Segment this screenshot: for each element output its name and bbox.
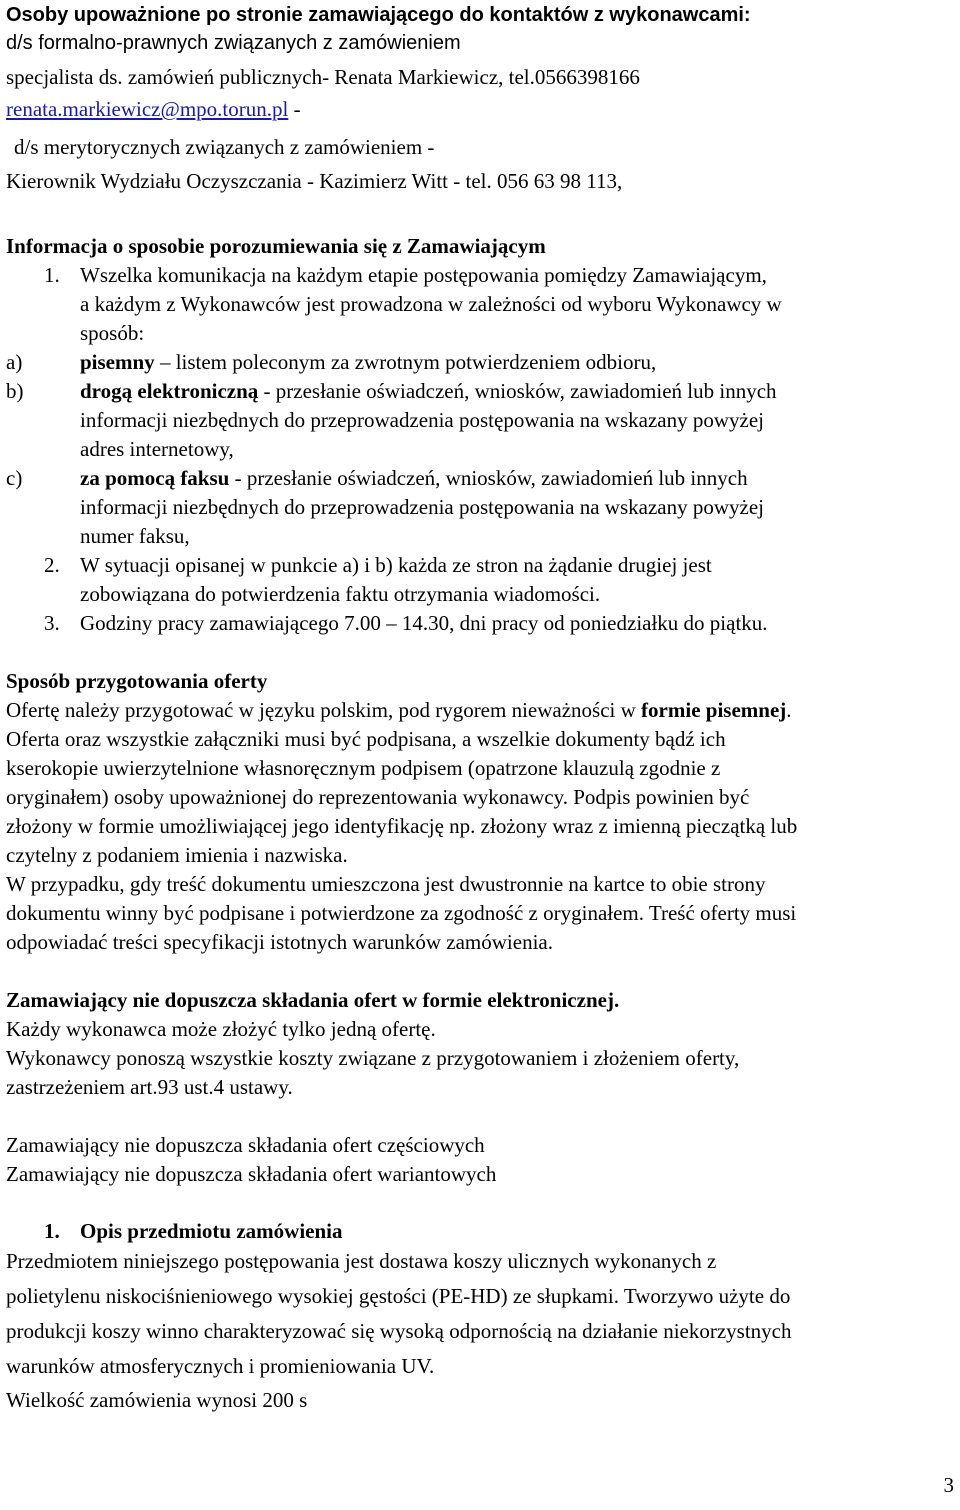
formal-line: d/s formalno-prawnych związanych z zamówieniem	[6, 32, 461, 54]
merit-line: d/s merytorycznych związanych z zamówieniem -	[14, 135, 435, 159]
item-c-line-2: informacji niezbędnych do przeprowadzenia postępowania na wskazany powyżej	[80, 495, 764, 519]
specialist-line: specjalista ds. zamówień publicznych- Renata Markiewicz, tel.0566398166	[6, 65, 640, 89]
offer-line-1	[6, 697, 792, 723]
item-c-label: c)	[6, 466, 23, 490]
item-c-rest: - przesłanie oświadczeń, wniosków, zawiadomień lub innych	[229, 466, 748, 490]
subject-heading: Opis przedmiotu zamówienia	[80, 1219, 343, 1243]
rules-line-3: zastrzeżeniem art.93 ust.4 ustawy.	[6, 1075, 293, 1099]
rules-line-1: Każdy wykonawca może złożyć tylko jedną ofertę.	[6, 1017, 436, 1041]
email-link[interactable]: renata.markiewicz@mpo.torun.pl	[6, 97, 289, 121]
rules-line-5: Zamawiający nie dopuszcza składania ofert wariantowych	[6, 1162, 497, 1186]
offer-line-4: oryginałem) osoby upoważnionej do reprezentowania wykonawcy. Podpis powinien być	[6, 785, 750, 809]
subject-line-1: Przedmiotem niniejszego postępowania jest dostawa koszy ulicznych wykonanych z	[6, 1249, 717, 1273]
subject-line-4: warunków atmosferycznych i promieniowania UV.	[6, 1354, 435, 1378]
point-2-line-1: W sytuacji opisanej w punkcie a) i b) każda ze stron na żądanie drugiej jest	[80, 553, 712, 577]
email-suffix: -	[288, 97, 301, 121]
offer-line-3: kserokopie uwierzytelnione własnoręcznym podpisem (opatrzone klauzulą zgodnie z	[6, 756, 721, 780]
point-3-line-1: Godziny pracy zamawiającego 7.00 – 14.30, dni pracy od poniedziałku do piątku.	[80, 611, 768, 635]
item-c-text	[80, 465, 748, 491]
item-c-line-3: numer faksu,	[80, 524, 190, 548]
point-1-line-1: Wszelka komunikacja na każdym etapie postępowania pomiędzy Zamawiającym,	[80, 263, 767, 287]
contacts-heading: Osoby upoważnione po stronie zamawiającego do kontaktów z wykonawcami:	[6, 4, 751, 26]
offer-line-8: dokumentu winny być podpisane i potwierdzone za zgodność z oryginałem. Treść oferty musi	[6, 901, 797, 925]
offer-line-6: czytelny z podaniem imienia i nazwiska.	[6, 843, 348, 867]
offer-line-5: złożony w formie umożliwiającej jego identyfikację np. złożony wraz z imienną pieczątką lub	[6, 814, 798, 838]
item-b-rest: - przesłanie oświadczeń, wniosków, zawiadomień lub innych	[258, 379, 777, 403]
item-c-bold: za pomocą faksu	[80, 466, 230, 490]
offer-line-1-a: Ofertę należy przygotować w języku polskim, pod rygorem nieważności w	[6, 698, 642, 722]
item-b-line-3: adres internetowy,	[80, 437, 234, 461]
point-1-number: 1.	[44, 263, 60, 287]
rules-heading: Zamawiający nie dopuszcza składania ofert w formie elektronicznej.	[6, 988, 620, 1012]
email-line	[6, 96, 301, 122]
subject-line-3: produkcji koszy winno charakteryzować się wysoką odpornością na działanie niekorzystnych	[6, 1319, 792, 1343]
point-2-number: 2.	[44, 553, 60, 577]
offer-heading: Sposób przygotowania oferty	[6, 669, 268, 693]
point-1-line-3: sposób:	[80, 321, 145, 345]
item-a-text	[80, 349, 656, 375]
offer-line-1-bold: formie pisemnej	[641, 698, 787, 722]
subject-number: 1.	[44, 1219, 60, 1243]
item-b-bold: drogą elektroniczną	[80, 379, 259, 403]
offer-line-2: Oferta oraz wszystkie załączniki musi być podpisana, a wszelkie dokumenty bądź ich	[6, 727, 726, 751]
item-a-label: a)	[6, 350, 23, 374]
item-a-rest: – listem poleconym za zwrotnym potwierdzeniem odbioru,	[154, 350, 657, 374]
item-a-bold: pisemny	[80, 350, 155, 374]
subject-line-2: polietylenu niskociśnieniowego wysokiej gęstości (PE-HD) ze słupkami. Tworzywo użyte do	[6, 1284, 791, 1308]
manager-line: Kierownik Wydziału Oczyszczania - Kazimierz Witt - tel. 056 63 98 113,	[6, 169, 623, 193]
item-b-line-2: informacji niezbędnych do przeprowadzenia postępowania na wskazany powyżej	[80, 408, 764, 432]
item-b-label: b)	[6, 379, 24, 403]
item-b-text	[80, 378, 777, 404]
point-3-number: 3.	[44, 611, 60, 635]
point-2-line-2: zobowiązana do potwierdzenia faktu otrzymania wiadomości.	[80, 582, 601, 606]
page-number: 3	[943, 1473, 954, 1497]
rules-line-2: Wykonawcy ponoszą wszystkie koszty związane z przygotowaniem i złożeniem oferty,	[6, 1046, 740, 1070]
communication-heading: Informacja o sposobie porozumiewania się z Zamawiającym	[6, 234, 546, 258]
offer-line-1-c: .	[786, 698, 792, 722]
offer-line-9: odpowiadać treści specyfikacji istotnych warunków zamówienia.	[6, 930, 553, 954]
offer-line-7: W przypadku, gdy treść dokumentu umieszczona jest dwustronnie na kartce to obie strony	[6, 872, 766, 896]
rules-line-4: Zamawiający nie dopuszcza składania ofert częściowych	[6, 1133, 485, 1157]
subject-line-5: Wielkość zamówienia wynosi 200 s	[6, 1388, 308, 1412]
point-1-line-2: a każdym z Wykonawców jest prowadzona w zależności od wyboru Wykonawcy w	[80, 292, 782, 316]
